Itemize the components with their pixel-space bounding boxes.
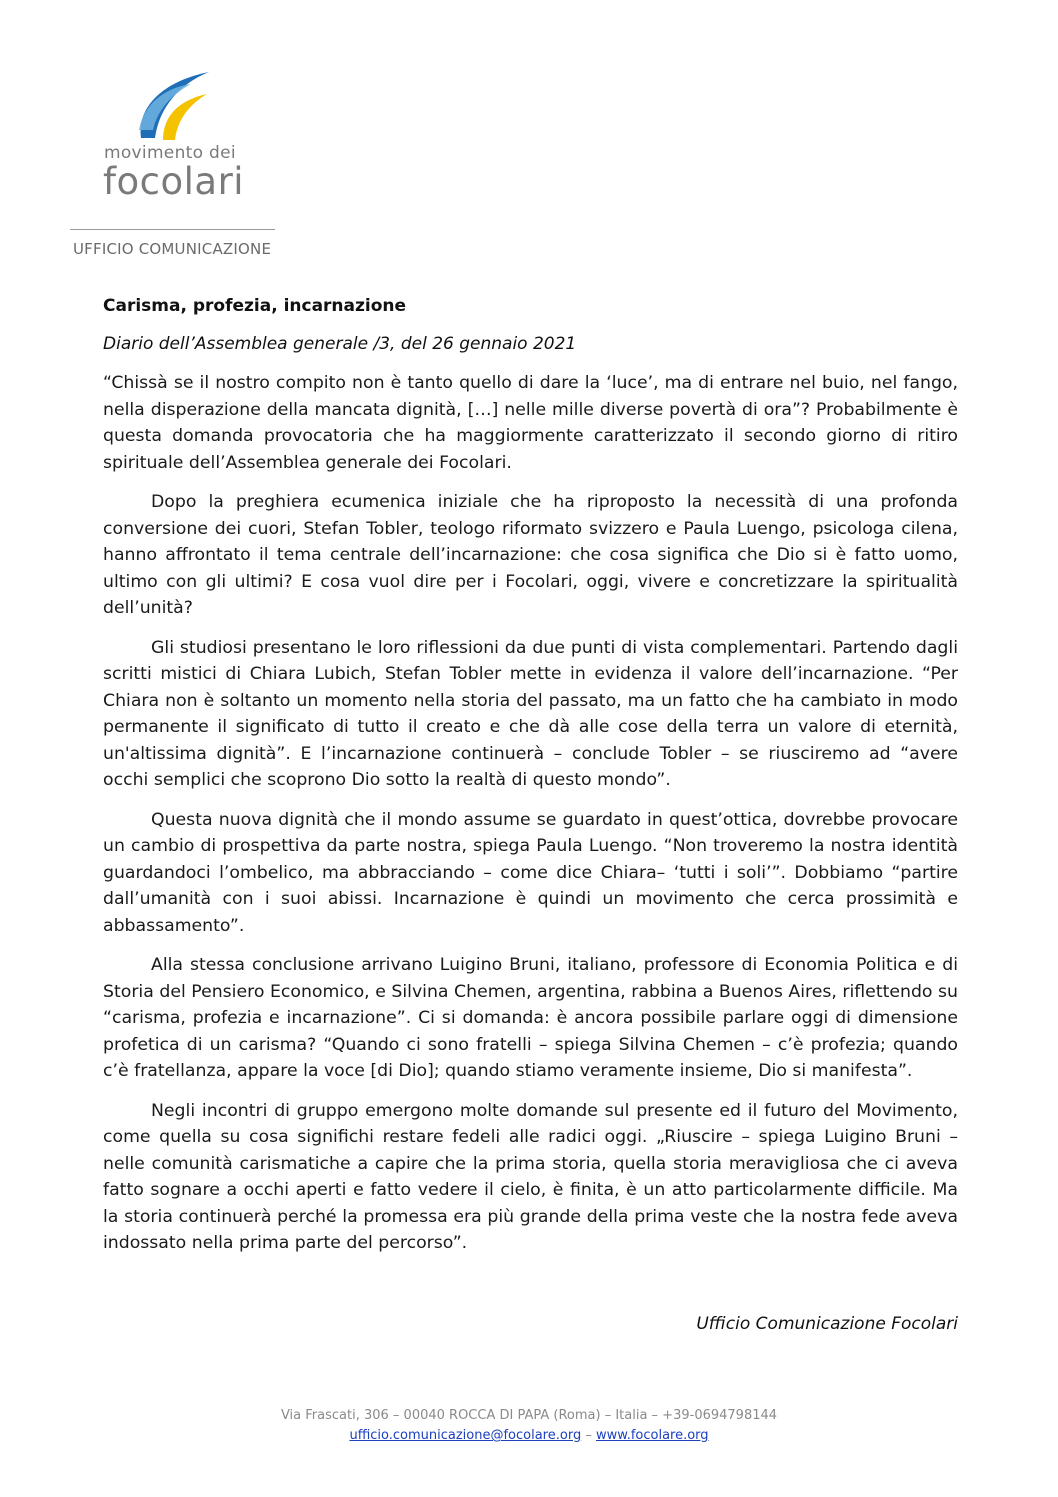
signature: Ufficio Comunicazione Focolari [696, 1314, 958, 1334]
logo-line2: focolari [103, 160, 245, 203]
paragraph-4: Questa nuova dignità che il mondo assume se guardato in quest’ottica, dovrebbe provocare un cambio di prospettiva da parte nostra, spiega Paula Luengo. “Non troveremo la nostra identità guardandoci l’ombelico, ma abbracciando – come dice Chiara– ‘tutti i soli’”. Dobbiamo “partire dall’umanità con i suoi abissi. Incarnazione è quindi un movimento che cerca prossimità e abbassamento”. [103, 809, 958, 936]
footer-links [0, 1428, 1058, 1443]
office-label: UFFICIO COMUNICAZIONE [73, 240, 272, 258]
article-title: Carisma, profezia, incarnazione [103, 296, 407, 316]
article-body [103, 370, 958, 1270]
article-subtitle: Diario dell’Assemblea generale /3, del 26 gennaio 2021 [103, 334, 577, 354]
logo-line1: movimento dei [104, 143, 236, 163]
website-link[interactable]: www.focolare.org [595, 1428, 709, 1443]
footer-separator: – [585, 1428, 592, 1443]
header-divider [70, 229, 275, 230]
paragraph-1: “Chissà se il nostro compito non è tanto quello di dare la ‘luce’, ma di entrare nel buio, nel fango, nella disperazione della mancata dignità, […] nelle mille diverse povertà di ora”? Probabilmente è questa domanda provocatoria che ha maggiormente caratterizzato il secondo giorno di ritiro spirituale dell’Assemblea generale dei Focolari. [103, 373, 958, 473]
email-link[interactable]: ufficio.comunicazione@focolare.org [349, 1428, 582, 1443]
paragraph-3: Gli studiosi presentano le loro riflessioni da due punti di vista complementari. Partendo dagli scritti mistici di Chiara Lubich, Stefan Tobler mette in evidenza il valore dell’incarnazione. “Per Chiara non è soltanto un momento nella storia del passato, ma un fatto che ha cambiato in modo permanente il significato di tutto il creato e che dà alle cose della terra un valore di eternità, un'altissima dignità”. E l’incarnazione continuerà – conclude Tobler – se riusciremo ad “avere occhi semplici che scoprono Dio sotto la realtà di questo mondo”. [103, 637, 958, 790]
paragraph-6: Negli incontri di gruppo emergono molte domande sul presente ed il futuro del Movimento, come quella su cosa significhi restare fedeli alle radici oggi. „Riuscire – spiega Luigino Bruni – nelle comunità carismatiche a capire che la prima storia, quella storia meravigliosa che ci aveva fatto sognare a occhi aperti e fatto vedere il cielo, è finita, è un atto particolarmente difficile. Ma la storia continuerà perché la promessa era più grande della prima veste che la nostra fede aveva indossato nella prima parte del percorso”. [103, 1100, 958, 1253]
focolari-logo-icon [133, 68, 213, 144]
paragraph-2: Dopo la preghiera ecumenica iniziale che ha riproposto la necessità di una profonda conversione dei cuori, Stefan Tobler, teologo riformato svizzero e Paula Luengo, psicologa cilena, hanno affrontato il tema centrale dell’incarnazione: che cosa significa che Dio si è fatto uomo, ultimo con gli ultimi? E cosa vuol dire per i Focolari, oggi, vivere e concretizzare la spiritualità dell’unità? [103, 492, 958, 618]
footer-address: Via Frascati, 306 – 00040 ROCCA DI PAPA (Roma) – Italia – +39-0694798144 [280, 1408, 778, 1423]
paragraph-5: Alla stessa conclusione arrivano Luigino Bruni, italiano, professore di Economia Politica e di Storia del Pensiero Economico, e Silvina Chemen, argentina, rabbina a Buenos Aires, riflettendo su “carisma, profezia e incarnazione”. Ci si domanda: è ancora possibile parlare oggi di dimensione profetica di un carisma? “Quando ci sono fratelli – spiega Silvina Chemen – c’è profezia; quando c’è fratellanza, appare la voce [di Dio]; quando stiamo veramente insieme, Dio si manifesta”. [103, 955, 958, 1081]
